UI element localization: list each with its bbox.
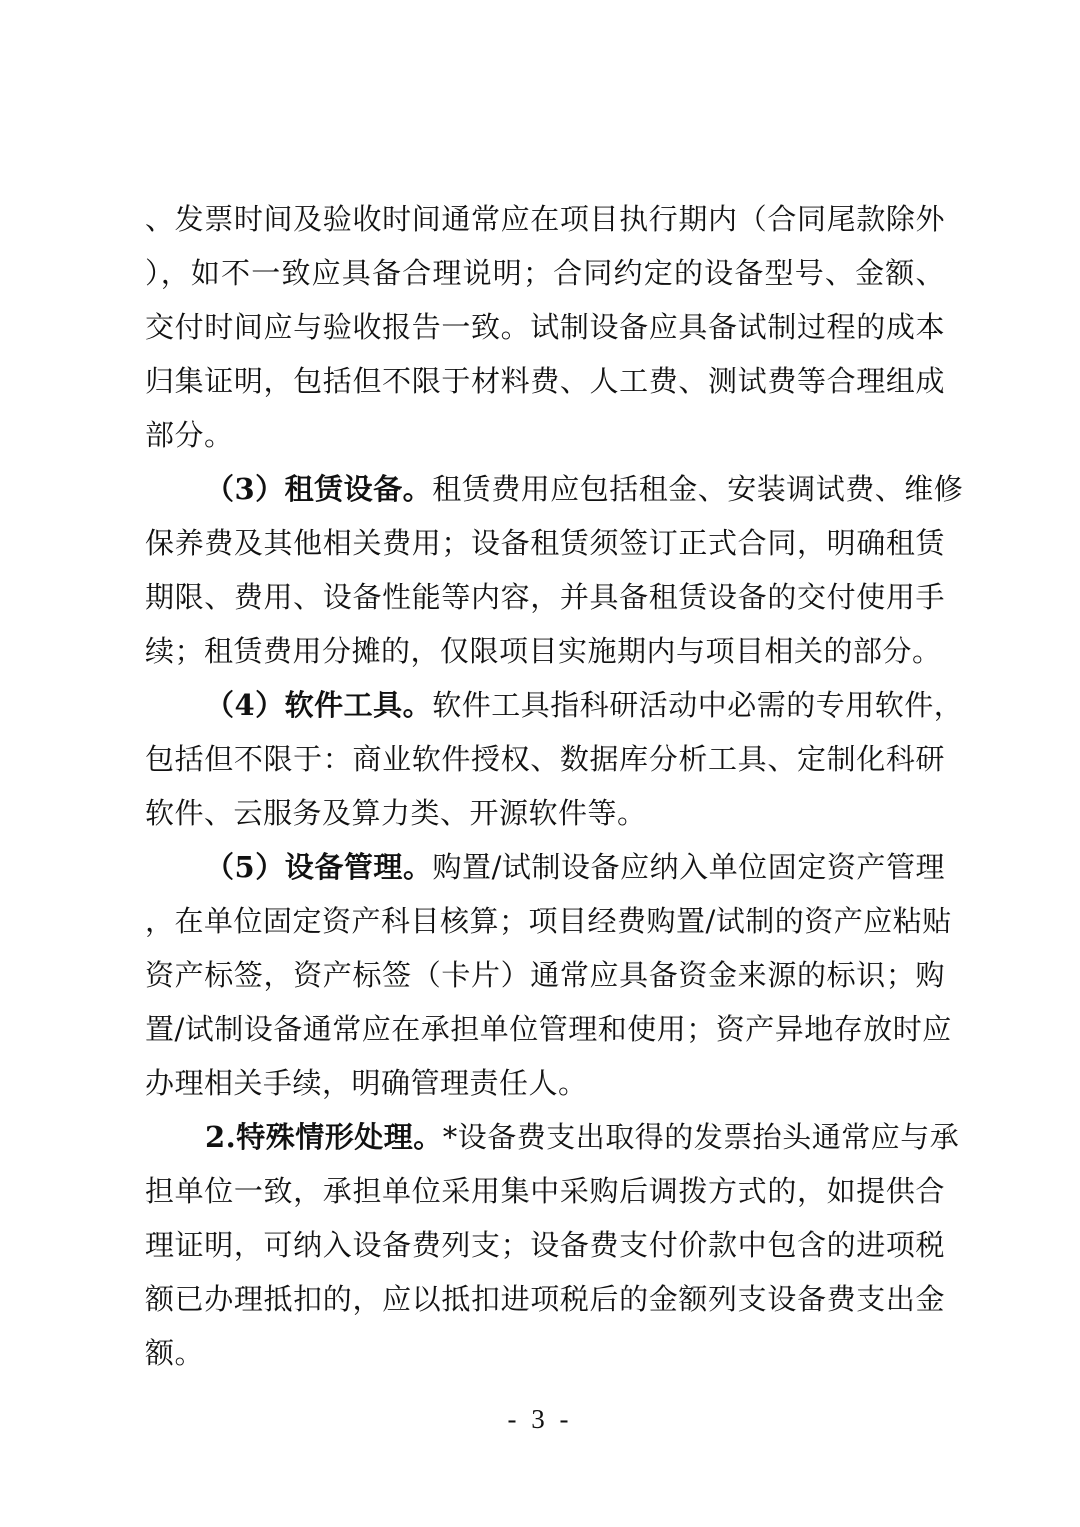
text-line: 资产标签，资产标签（卡片）通常应具备资金来源的标识；购 [145,958,945,992]
section-heading-software-tools: （4）软件工具。 [205,688,433,722]
text-line: ），如不一致应具备合理说明；合同约定的设备型号、金额、 [145,256,945,290]
paragraph-start-equipment-management: （5）设备管理。购置/试制设备应纳入单位固定资产管理 [205,850,945,884]
text-line: 理证明，可纳入设备费列支；设备费支付价款中包含的进项税 [145,1228,945,1262]
text-line: 、发票时间及验收时间通常应在项目执行期内（合同尾款除外 [145,202,945,236]
text-line: 保养费及其他相关费用；设备租赁须签订正式合同，明确租赁 [145,526,945,560]
text-line: 期限、费用、设备性能等内容，并具备租赁设备的交付使用手 [145,580,945,614]
text-line: 部分。 [145,418,234,452]
section-heading-equipment-management: （5）设备管理。 [205,850,433,884]
text-line: ，在单位固定资产科目核算；项目经费购置/试制的资产应粘贴 [145,904,952,938]
paragraph-start-leased-equipment: （3）租赁设备。租赁费用应包括租金、安装调试费、维修 [205,472,964,506]
body-text [145,192,964,1380]
text-line: 担单位一致，承担单位采用集中采购后调拨方式的，如提供合 [145,1174,945,1208]
text-line: 办理相关手续，明确管理责任人。 [145,1066,588,1100]
text-line: 置/试制设备通常应在承担单位管理和使用；资产异地存放时应 [145,1012,952,1046]
text-line: 额已办理抵扣的，应以抵扣进项税后的金额列支设备费支出金 [145,1282,945,1316]
paragraph-start-software-tools: （4）软件工具。软件工具指科研活动中必需的专用软件， [205,688,964,722]
text-line: 软件、云服务及算力类、开源软件等。 [145,796,647,830]
text-line: 包括但不限于：商业软件授权、数据库分析工具、定制化科研 [145,742,945,776]
text-line: 续；租赁费用分摊的，仅限项目实施期内与项目相关的部分。 [145,634,942,668]
text-line: 交付时间应与验收报告一致。试制设备应具备试制过程的成本 [145,310,945,344]
page-number: - 3 - [507,1404,573,1434]
paragraph-start-special-cases: 2.特殊情形处理。*设备费支出取得的发票抬头通常应与承 [205,1120,960,1154]
text-line: 归集证明，包括但不限于材料费、人工费、测试费等合理组成 [145,364,945,398]
section-heading-leased-equipment: （3）租赁设备。 [205,472,433,506]
section-heading-special-cases: 2.特殊情形处理。 [205,1120,443,1154]
text-line: 额。 [145,1336,205,1370]
